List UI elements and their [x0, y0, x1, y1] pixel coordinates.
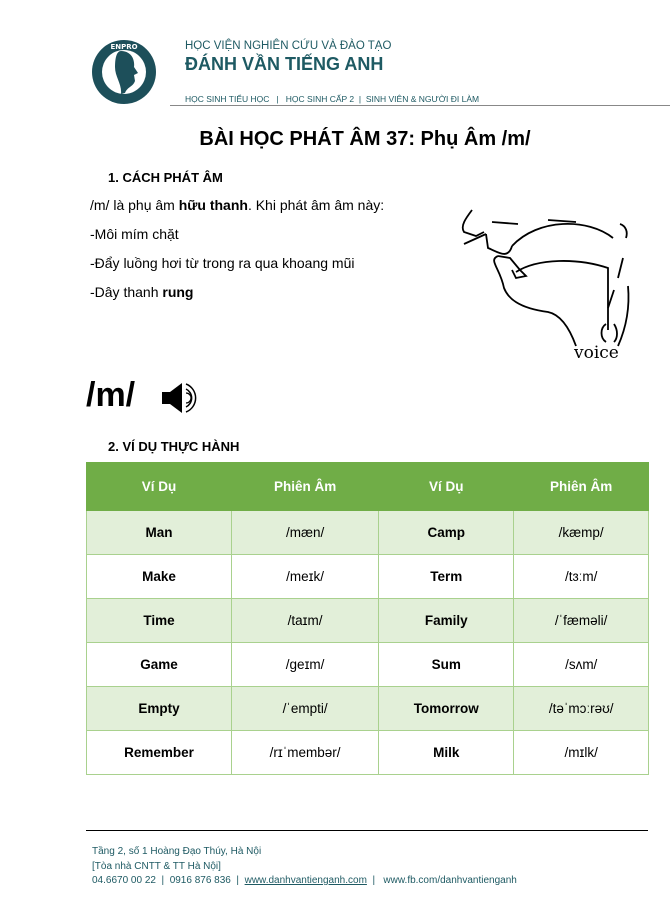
example-word: Man: [87, 511, 232, 555]
transcription: /rɪˈmembər/: [232, 731, 379, 775]
page-title: BÀI HỌC PHÁT ÂM 37: Phụ Âm /m/: [199, 128, 531, 150]
table-row: [87, 555, 649, 599]
nav-item-primary[interactable]: HỌC SINH TIỂU HỌC: [185, 94, 270, 104]
transcription: /təˈmɔːrəʊ/: [514, 687, 649, 731]
phone-1: 04.6670 00 22: [92, 875, 156, 886]
nav-item-secondary[interactable]: HỌC SINH CẤP 2: [285, 94, 355, 104]
intro-text: /m/ là phụ âm hữu thanh. Khi phát âm âm này:: [90, 197, 385, 213]
mouth-diagram: [458, 198, 648, 366]
example-word: Make: [87, 555, 232, 599]
example-word: Remember: [87, 731, 232, 775]
examples-table: [86, 462, 649, 775]
header-divider: [170, 105, 670, 106]
footer-address: Tầng 2, số 1 Hoàng Đạo Thúy, Hà Nội: [92, 846, 262, 857]
table-header-row: [87, 463, 649, 511]
nav-separator: |: [276, 94, 279, 104]
instruction-line: -Môi mím chặt: [90, 226, 179, 242]
section-heading: 2. VÍ DỤ THỰC HÀNH: [108, 439, 240, 454]
example-word: Sum: [379, 643, 514, 687]
example-word: Time: [87, 599, 232, 643]
svg-text:ENPRO: ENPRO: [110, 43, 138, 51]
footer-building: [Tòa nhà CNTT & TT Hà Nội]: [92, 861, 221, 872]
table-row: [87, 511, 649, 555]
transcription: /ˈfæməli/: [514, 599, 649, 643]
transcription: /taɪm/: [232, 599, 379, 643]
phone-2: 0916 876 836: [169, 875, 231, 886]
transcription: /kæmp/: [514, 511, 649, 555]
header-nav: [185, 94, 479, 104]
transcription: /ˈempti/: [232, 687, 379, 731]
svg-text:voice: voice: [574, 343, 619, 363]
example-word: Camp: [379, 511, 514, 555]
nav-item-adult[interactable]: SINH VIÊN & NGƯỜI ĐI LÀM: [365, 94, 480, 104]
table-row: [87, 643, 649, 687]
section-heading: 1. CÁCH PHÁT ÂM: [108, 170, 223, 185]
transcription: /sʌm/: [514, 643, 649, 687]
column-header: Phiên Âm: [232, 463, 379, 511]
org-subtitle: HỌC VIỆN NGHIÊN CỨU VÀ ĐÀO TẠO: [185, 40, 392, 52]
example-word: Game: [87, 643, 232, 687]
nav-separator: |: [358, 94, 362, 104]
transcription: /tɜːm/: [514, 555, 649, 599]
column-header: Ví Dụ: [379, 463, 514, 511]
table-row: [87, 687, 649, 731]
example-word: Empty: [87, 687, 232, 731]
enpro-logo: [91, 39, 157, 105]
org-title: ĐÁNH VẦN TIẾNG ANH: [185, 54, 384, 74]
example-word: Tomorrow: [379, 687, 514, 731]
transcription: /meɪk/: [232, 555, 379, 599]
phoneme-symbol: /m/: [86, 376, 136, 414]
footer-contacts: 04.6670 00 22 | 0916 876 836 | www.danhvantienganh.com | www.fb.com/danhvantienganh: [92, 875, 517, 886]
table-row: [87, 599, 649, 643]
example-word: Term: [379, 555, 514, 599]
table-row: [87, 731, 649, 775]
transcription: /mæn/: [232, 511, 379, 555]
example-word: Family: [379, 599, 514, 643]
instruction-line: -Dây thanh rung: [90, 284, 194, 300]
footer-divider: [86, 830, 648, 831]
transcription: /mɪlk/: [514, 731, 649, 775]
speaker-icon[interactable]: [160, 380, 212, 416]
website-link[interactable]: www.danhvantienganh.com: [244, 875, 367, 886]
transcription: /geɪm/: [232, 643, 379, 687]
facebook-link[interactable]: www.fb.com/danhvantienganh: [383, 875, 517, 886]
instruction-line: -Đẩy luồng hơi từ trong ra qua khoang mũi: [90, 255, 355, 271]
column-header: Ví Dụ: [87, 463, 232, 511]
example-word: Milk: [379, 731, 514, 775]
column-header: Phiên Âm: [514, 463, 649, 511]
